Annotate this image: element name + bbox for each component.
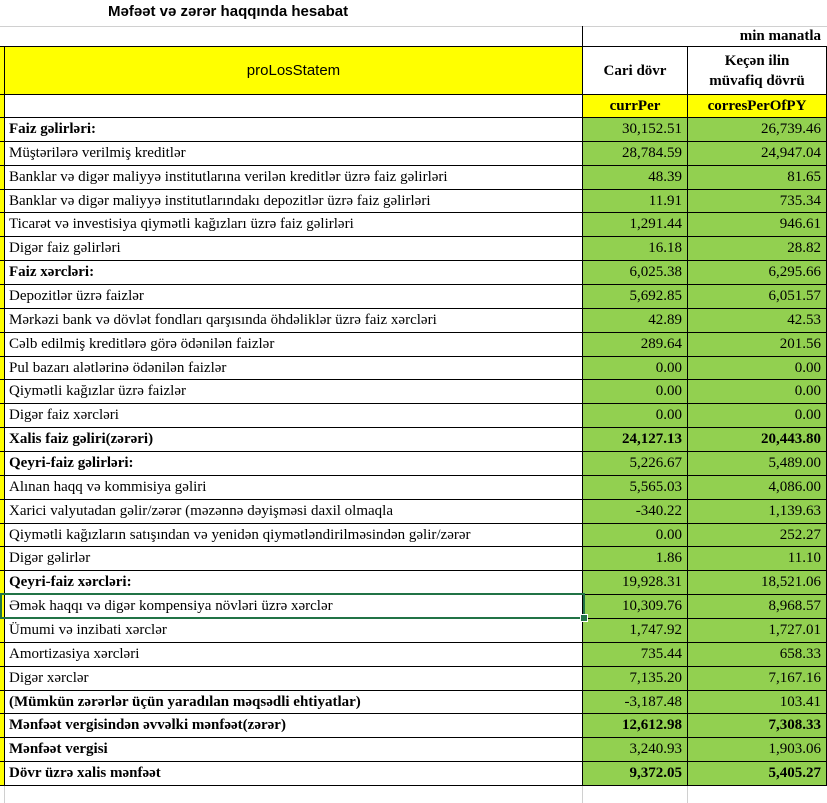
table-row — [0, 571, 827, 595]
row-value-cell-current[interactable]: 1.86 — [583, 547, 688, 570]
table-row — [0, 691, 827, 715]
row-label-cell[interactable]: Mənfəət vergisindən əvvəlki mənfəət(zərər) — [4, 714, 583, 737]
row-value-cell-current[interactable]: -340.22 — [583, 500, 688, 523]
column-header-previous[interactable] — [688, 47, 827, 94]
row-value-cell-current[interactable]: 11.91 — [583, 190, 688, 213]
row-label-cell[interactable]: Ümumi və inzibati xərclər — [4, 619, 583, 642]
row-value-cell-previous[interactable]: 735.34 — [688, 190, 827, 213]
row-value-cell-previous[interactable]: 658.33 — [688, 643, 827, 666]
report-title: Məfəət və zərər haqqında hesabat — [108, 3, 349, 20]
row-label-cell[interactable]: Banklar və digər maliyyə institutlarındakı depozitlər üzrə faiz gəlirləri — [4, 190, 583, 213]
row-value-cell-previous[interactable]: 103.41 — [688, 691, 827, 714]
row-value-cell-previous[interactable]: 0.00 — [688, 357, 827, 380]
column-gridline — [687, 786, 688, 803]
row-value-cell-current[interactable]: 289.64 — [583, 333, 688, 356]
row-label-cell[interactable]: (Mümkün zərərlər üçün yaradılan məqsədli ehtiyatlar) — [4, 691, 583, 714]
row-label-cell[interactable]: Faiz xərcləri: — [4, 261, 583, 284]
table-row — [0, 428, 827, 452]
row-label-cell[interactable]: Qiymətli kağızlar üzrə faizlər — [4, 380, 583, 403]
row-label-cell[interactable]: Qeyri-faiz xərcləri: — [4, 571, 583, 594]
row-value-cell-previous[interactable]: 5,489.00 — [688, 452, 827, 475]
row-value-cell-current[interactable]: 6,025.38 — [583, 261, 688, 284]
row-value-cell-current[interactable]: 7,135.20 — [583, 667, 688, 690]
row-label-cell[interactable]: Əmək haqqı və digər kompensiya növləri üzrə xərclər — [4, 595, 583, 618]
form-code-cell[interactable] — [4, 47, 583, 94]
table-row — [0, 357, 827, 381]
row-value-cell-previous[interactable]: 1,727.01 — [688, 619, 827, 642]
header-row-main — [0, 46, 827, 95]
row-label-cell[interactable]: Mərkəzi bank və dövlət fondları qarşısında öhdəliklər üzrə faiz xərcləri — [4, 309, 583, 332]
table-row — [0, 166, 827, 190]
column-header-previous-label: Keçən ilin müvafiq dövrü — [709, 52, 805, 89]
table-row — [0, 476, 827, 500]
rows-container — [0, 118, 827, 786]
row-value-cell-current[interactable]: 1,291.44 — [583, 213, 688, 236]
row-value-cell-current[interactable]: 5,692.85 — [583, 285, 688, 308]
table-row — [0, 738, 827, 762]
row-value-cell-previous[interactable]: 1,903.06 — [688, 738, 827, 761]
row-label-cell[interactable]: Dövr üzrə xalis mənfəət — [4, 762, 583, 785]
row-value-cell-previous[interactable]: 81.65 — [688, 166, 827, 189]
row-value-cell-previous[interactable]: 4,086.00 — [688, 476, 827, 499]
row-value-cell-current[interactable]: 1,747.92 — [583, 619, 688, 642]
row-value-cell-current[interactable]: 0.00 — [583, 524, 688, 547]
sheet-footer-area — [0, 786, 827, 803]
table-row — [0, 309, 827, 333]
row-label-cell[interactable]: Pul bazarı alətlərinə ödənilən faizlər — [4, 357, 583, 380]
row-value-cell-current[interactable]: 19,928.31 — [583, 571, 688, 594]
table-row — [0, 714, 827, 738]
table-row — [0, 619, 827, 643]
row-value-cell-current[interactable]: 5,226.67 — [583, 452, 688, 475]
table-row — [0, 261, 827, 285]
table-row — [0, 142, 827, 166]
row-value-cell-current[interactable]: 0.00 — [583, 357, 688, 380]
table-row — [0, 333, 827, 357]
column-gridline — [582, 786, 583, 803]
table-row — [0, 667, 827, 691]
column-header-current-label: Cari dövr — [603, 62, 667, 79]
row-value-cell-previous[interactable]: 201.56 — [688, 333, 827, 356]
row-value-cell-current[interactable]: -3,187.48 — [583, 691, 688, 714]
row-value-cell-previous[interactable]: 26,739.46 — [688, 118, 827, 141]
row-label-cell[interactable]: Qeyri-faiz gəlirləri: — [4, 452, 583, 475]
row-label-cell[interactable]: Depozitlər üzrə faizlər — [4, 285, 583, 308]
row-value-cell-current[interactable]: 5,565.03 — [583, 476, 688, 499]
row-label-cell[interactable]: Digər faiz xərcləri — [4, 404, 583, 427]
row-value-cell-current[interactable]: 9,372.05 — [583, 762, 688, 785]
form-code-label: proLosStatem — [246, 62, 341, 79]
row-label-cell[interactable]: Digər gəlirlər — [4, 547, 583, 570]
row-value-cell-current[interactable]: 12,612.98 — [583, 714, 688, 737]
row-label-cell[interactable]: Ticarət və investisiya qiymətli kağızları üzrə faiz gəlirləri — [4, 213, 583, 236]
row-label-cell[interactable]: Müştərilərə verilmiş kreditlər — [4, 142, 583, 165]
row-label-cell[interactable]: Mənfəət vergisi — [4, 738, 583, 761]
table-row — [0, 547, 827, 571]
row-value-cell-previous[interactable]: 28.82 — [688, 237, 827, 260]
row-value-cell-previous[interactable]: 6,295.66 — [688, 261, 827, 284]
units-note: min manatla — [582, 26, 826, 46]
table-row — [0, 452, 827, 476]
row-value-cell-current[interactable]: 735.44 — [583, 643, 688, 666]
table-row — [0, 762, 827, 786]
variable-current-label: currPer — [609, 97, 661, 114]
row-value-cell-previous[interactable]: 20,443.80 — [688, 428, 827, 451]
header-row-variables — [0, 95, 827, 118]
table-row — [0, 500, 827, 524]
table-row — [0, 118, 827, 142]
row-value-cell-previous[interactable]: 0.00 — [688, 404, 827, 427]
variable-cell-current[interactable] — [583, 95, 688, 117]
row-value-cell-previous[interactable]: 8,968.57 — [688, 595, 827, 618]
row-value-cell-previous[interactable]: 11.10 — [688, 547, 827, 570]
row-value-cell-current[interactable]: 30,152.51 — [583, 118, 688, 141]
row-value-cell-current[interactable]: 10,309.76 — [583, 595, 688, 618]
row-value-cell-previous[interactable]: 0.00 — [688, 380, 827, 403]
row-label-cell[interactable]: Qiymətli kağızların satışından və yenidən qiymətləndirilməsindən gəlir/zərər — [4, 524, 583, 547]
row-label-cell[interactable]: Cəlb edilmiş kreditlərə görə ödənilən faizlər — [4, 333, 583, 356]
row-value-cell-previous[interactable]: 946.61 — [688, 213, 827, 236]
row-label-cell[interactable]: Xarici valyutadan gəlir/zərər (məzənnə dəyişməsi daxil olmaqla — [4, 500, 583, 523]
variable-previous-label: corresPerOfPY — [707, 97, 807, 114]
row-value-cell-previous[interactable]: 7,167.16 — [688, 667, 827, 690]
table-row — [0, 190, 827, 214]
row-value-cell-current[interactable]: 24,127.13 — [583, 428, 688, 451]
row-value-cell-current[interactable]: 16.18 — [583, 237, 688, 260]
variable-cell-previous[interactable] — [688, 95, 827, 117]
table-row — [0, 213, 827, 237]
row-label-cell[interactable]: Xalis faiz gəliri(zərəri) — [4, 428, 583, 451]
row-value-cell-current[interactable]: 28,784.59 — [583, 142, 688, 165]
column-header-current[interactable] — [583, 47, 688, 94]
row-label-cell[interactable]: Faiz gəlirləri: — [4, 118, 583, 141]
table-row — [0, 285, 827, 309]
row-value-cell-previous[interactable]: 252.27 — [688, 524, 827, 547]
row-value-cell-previous[interactable]: 1,139.63 — [688, 500, 827, 523]
row-value-cell-current[interactable]: 3,240.93 — [583, 738, 688, 761]
table-row — [0, 404, 827, 428]
row-value-cell-previous[interactable]: 6,051.57 — [688, 285, 827, 308]
row-label-cell[interactable]: Banklar və digər maliyyə institutlarına verilən kreditlər üzrə faiz gəlirləri — [4, 166, 583, 189]
row-value-cell-previous[interactable]: 24,947.04 — [688, 142, 827, 165]
row-value-cell-previous[interactable]: 42.53 — [688, 309, 827, 332]
row-label-cell[interactable]: Digər xərclər — [4, 667, 583, 690]
row-label-cell[interactable]: Alınan haqq və kommisiya gəliri — [4, 476, 583, 499]
row-label-cell[interactable]: Amortizasiya xərcləri — [4, 643, 583, 666]
empty-label-cell[interactable] — [4, 95, 583, 117]
row-value-cell-current[interactable]: 0.00 — [583, 380, 688, 403]
row-value-cell-previous[interactable]: 7,308.33 — [688, 714, 827, 737]
row-label-cell[interactable]: Digər faiz gəlirləri — [4, 237, 583, 260]
row-value-cell-current[interactable]: 42.89 — [583, 309, 688, 332]
table-row — [0, 524, 827, 548]
row-value-cell-previous[interactable]: 5,405.27 — [688, 762, 827, 785]
column-gridline — [4, 786, 5, 803]
row-value-cell-current[interactable]: 0.00 — [583, 404, 688, 427]
table-row-selected — [0, 595, 827, 619]
row-value-cell-current[interactable]: 48.39 — [583, 166, 688, 189]
table-row — [0, 237, 827, 261]
table-row — [0, 380, 827, 404]
row-value-cell-previous[interactable]: 18,521.06 — [688, 571, 827, 594]
table-row — [0, 643, 827, 667]
